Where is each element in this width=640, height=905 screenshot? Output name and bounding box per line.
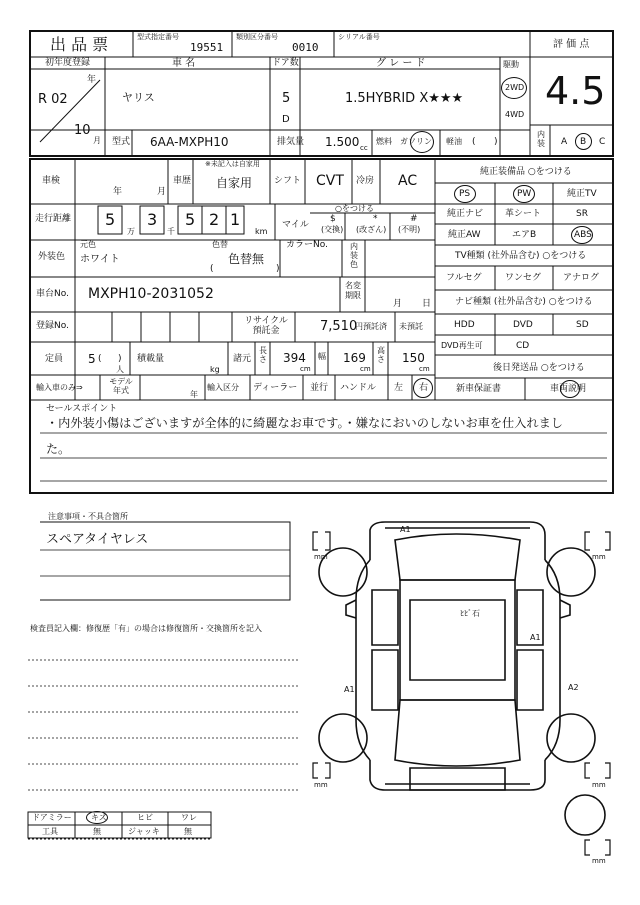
recycle-value: 7,510 xyxy=(320,319,358,334)
unknown-symbol: # xyxy=(410,214,418,224)
height-value: 150 xyxy=(402,351,425,365)
navi-hdd: HDD xyxy=(454,320,475,330)
interior-c: C xyxy=(599,137,606,147)
equip-pw: PW xyxy=(517,189,532,199)
jack-value: 無 xyxy=(184,827,192,836)
mirror-break: ワレ xyxy=(181,813,197,822)
mileage-digit-4: 2 xyxy=(209,210,220,229)
tv-analog: アナログ xyxy=(563,273,600,283)
equip-navi: 純正ナビ xyxy=(447,209,484,219)
name-change-month-unit: 月 xyxy=(393,299,403,309)
width-cm: cm xyxy=(360,365,371,373)
orig-color-label: 元色 xyxy=(80,240,96,249)
mirror-scratch-circle-mark xyxy=(86,811,108,824)
score-value: 4.5 xyxy=(545,69,606,113)
length-label: 長さ xyxy=(259,346,267,364)
fuel-label: 燃料 xyxy=(376,137,392,146)
mirror-scratch: キズ xyxy=(91,813,107,822)
not-deposited-label: 未預託 xyxy=(399,322,423,331)
fuel-gasoline: ガソリン xyxy=(400,137,432,146)
width-value: 169 xyxy=(343,351,366,365)
chassis-value: MXPH10-2031052 xyxy=(88,286,214,302)
load-label: 積載量 xyxy=(137,354,165,364)
equip-sr: SR xyxy=(576,209,588,219)
mm-unit-rl: mm xyxy=(314,781,328,789)
tv-fullseg: フルセグ xyxy=(446,273,482,283)
navi-title: ナビ種類 (社外品含む) ○をつける xyxy=(455,297,593,307)
tampered-symbol: * xyxy=(373,214,378,224)
tools-value: 無 xyxy=(93,827,101,836)
score-label: 評 価 点 xyxy=(553,39,590,50)
exchange-symbol: $ xyxy=(330,214,336,224)
equip-leather: 革シート xyxy=(505,209,542,219)
serial-label: シリアル番号 xyxy=(338,33,380,41)
doc-warranty: 新車保証書 xyxy=(456,384,502,394)
grade-value: 1.5HYBRID X★★★ xyxy=(345,91,464,106)
interior-b: B xyxy=(580,137,587,147)
drive-2wd: 2WD xyxy=(505,83,525,92)
equip-abs-circle-mark xyxy=(571,226,593,244)
interior-label: 内装 xyxy=(537,130,545,148)
capacity-paren-left: ( xyxy=(98,354,102,364)
mile-label: マイル xyxy=(282,220,309,230)
cd-label: CD xyxy=(516,341,530,351)
car-name: ヤリス xyxy=(122,91,155,104)
unknown-label: (不明) xyxy=(398,225,421,234)
doors-value: 5 xyxy=(282,91,291,106)
mileage-digit-5: 1 xyxy=(230,210,241,229)
width-label: 幅 xyxy=(318,352,326,361)
color-no-label: カラーNo. xyxy=(286,240,328,250)
name-change-day-unit: 日 xyxy=(422,299,432,309)
sales-point-line2: た。 xyxy=(46,442,71,456)
mark-windshield: ﾋﾋﾞ石 xyxy=(460,609,480,618)
model-label: 型式 xyxy=(112,137,131,147)
sales-point-line1: ・内外装小傷はございますが全体的に綺麗なお車です。・嫌なにおいのしないお車を仕入れまし xyxy=(46,416,563,430)
repaint-paren-right: ) xyxy=(276,264,280,274)
fuel-diesel: 軽油 xyxy=(446,137,462,146)
shift-label: シフト xyxy=(274,176,302,186)
length-value: 394 xyxy=(283,351,306,365)
mirror-label: ドアミラー xyxy=(32,813,72,822)
drive-label: 駆動 xyxy=(503,60,519,69)
fuel-gasoline-circle-mark xyxy=(410,131,434,153)
equip-ps-circle-mark xyxy=(454,185,476,203)
history-note: ※未記入は自家用 xyxy=(205,160,260,168)
type-cert-value: 19551 xyxy=(190,41,224,54)
model-year-unit: 年 xyxy=(190,390,198,399)
capacity-paren-right: ) xyxy=(118,354,122,364)
inspection-label: 車検 xyxy=(42,176,61,186)
notes-label: 注意事項・不具合箇所 xyxy=(48,512,128,521)
mileage-label: 走行距離 xyxy=(35,214,72,224)
recycle-label: リサイクル預託金 xyxy=(244,316,288,337)
exterior-color-label: 外装色 xyxy=(38,252,66,262)
dvd-playable-label: DVD再生可 xyxy=(441,341,483,350)
cc-unit: cc xyxy=(360,144,368,152)
notes-line1: スペアタイヤレス xyxy=(46,532,149,547)
displacement-label: 排気量 xyxy=(277,137,305,147)
model-year-label: モデル年式 xyxy=(109,377,133,396)
sales-point-label: セールスポイント xyxy=(46,404,118,414)
category-value: 0010 xyxy=(292,41,319,54)
reg-no-label: 登録No. xyxy=(36,321,69,331)
person-unit: 人 xyxy=(116,365,124,374)
equipment-title: 純正装備品 ○をつける xyxy=(480,167,572,177)
capacity-label: 定員 xyxy=(45,354,64,364)
car-name-label: 車 名 xyxy=(172,58,196,69)
form-title: 出 品 票 xyxy=(50,35,109,54)
mm-unit-fl: mm xyxy=(314,553,328,561)
inspection-year-unit: 年 xyxy=(113,187,123,197)
specs-label: 諸元 xyxy=(233,354,252,364)
exchange-label: (交換) xyxy=(321,225,344,234)
mm-unit-spare: mm xyxy=(592,857,606,865)
mirror-crack: ヒビ xyxy=(137,813,153,822)
history-value: 自家用 xyxy=(216,176,253,190)
doc-manual-circle-mark xyxy=(560,380,580,398)
fuel-paren-right: ) xyxy=(494,137,498,147)
capacity-value: 5 xyxy=(88,352,96,366)
handle-label: ハンドル xyxy=(340,383,377,393)
tv-oneseg: ワンセグ xyxy=(505,273,542,283)
handle-right: 右 xyxy=(419,383,429,393)
equip-aw: 純正AW xyxy=(448,230,481,240)
height-label: 高さ xyxy=(377,346,385,364)
ac-label: 冷房 xyxy=(356,176,375,186)
handle-left: 左 xyxy=(394,383,404,393)
tampered-label: (改ざん) xyxy=(356,225,387,234)
mark-left-rear: A1 xyxy=(344,685,355,694)
doors-label: ドア数 xyxy=(272,58,299,68)
equip-airbag: エアB xyxy=(512,230,537,240)
equip-abs: ABS xyxy=(574,230,592,240)
shift-value: CVT xyxy=(316,173,344,189)
repaint-label: 色替 xyxy=(212,240,228,249)
grade-label: グ レ ー ド xyxy=(376,58,426,69)
mileage-digit-2: 3 xyxy=(147,210,158,229)
handle-right-circle-mark xyxy=(413,378,433,398)
docs-title: 後日発送品 ○をつける xyxy=(493,363,585,373)
first-reg-year: R 02 xyxy=(38,92,68,107)
mark-right-rear: A2 xyxy=(568,683,579,692)
mileage-man-unit: 万 xyxy=(127,227,135,236)
first-reg-label: 初年度登録 xyxy=(45,58,91,68)
first-reg-month: 10 xyxy=(74,123,91,138)
recycle-unit: 円預託済 xyxy=(355,322,387,331)
mm-unit-rr: mm xyxy=(592,781,606,789)
import-parallel: 並行 xyxy=(310,383,329,393)
mark-right-front: A1 xyxy=(530,633,541,642)
door-type: D xyxy=(282,114,290,125)
jack-label: ジャッキ xyxy=(128,827,160,836)
inspection-month-unit: 月 xyxy=(157,187,167,197)
km-unit: km xyxy=(255,227,268,236)
mileage-digit-3: 5 xyxy=(185,210,196,229)
interior-a: A xyxy=(561,137,568,147)
import-div-label: 輸入区分 xyxy=(207,383,239,392)
model-value: 6AA-MXPH10 xyxy=(150,135,229,149)
equip-pw-circle-mark xyxy=(513,185,535,203)
repaint-paren-left: ( xyxy=(210,264,214,274)
repaint-value: 色替無 xyxy=(228,252,265,266)
interior-b-circle-mark xyxy=(575,133,592,150)
interior-color-label: 内装色 xyxy=(350,242,358,269)
equip-ps: PS xyxy=(459,189,471,199)
inspector-label: 検査員記入欄：修復歴「有」の場合は修復箇所・交換箇所を記入 xyxy=(30,624,262,633)
first-reg-year-unit: 年 xyxy=(87,75,97,85)
drive-2wd-circle-mark xyxy=(501,77,527,99)
navi-sd: SD xyxy=(576,320,589,330)
mileage-digit-1: 5 xyxy=(105,210,116,229)
equip-tv: 純正TV xyxy=(567,189,597,199)
displacement-value: 1.500 xyxy=(325,135,360,149)
orig-color-value: ホワイト xyxy=(80,254,120,265)
mark-front-bumper: A1 xyxy=(400,525,411,534)
doc-manual: 車両説明 xyxy=(550,384,587,394)
height-cm: cm xyxy=(419,365,430,373)
fuel-paren-left: ( xyxy=(472,137,476,147)
tools-label: 工具 xyxy=(42,827,58,836)
import-label: 輸入車のみ⇒ xyxy=(36,383,83,392)
ac-value: AC xyxy=(398,173,418,189)
mileage-sen-unit: 千 xyxy=(167,227,175,236)
name-change-label: 名変期限 xyxy=(345,281,361,300)
mm-unit-fr: mm xyxy=(592,553,606,561)
import-dealer: ディーラー xyxy=(253,383,298,393)
drive-4wd: 4WD xyxy=(505,110,525,119)
first-reg-month-unit: 月 xyxy=(93,136,101,145)
kg-unit: kg xyxy=(210,365,220,374)
length-cm: cm xyxy=(300,365,311,373)
mileage-circle-note: ○をつける xyxy=(335,204,374,213)
type-cert-label: 型式指定番号 xyxy=(137,33,179,41)
history-label: 車歴 xyxy=(173,176,192,186)
category-label: 類別区分番号 xyxy=(236,33,278,41)
chassis-label: 車台No. xyxy=(36,289,69,299)
tv-title: TV種類 (社外品含む) ○をつける xyxy=(455,251,587,261)
navi-dvd: DVD xyxy=(513,320,533,330)
